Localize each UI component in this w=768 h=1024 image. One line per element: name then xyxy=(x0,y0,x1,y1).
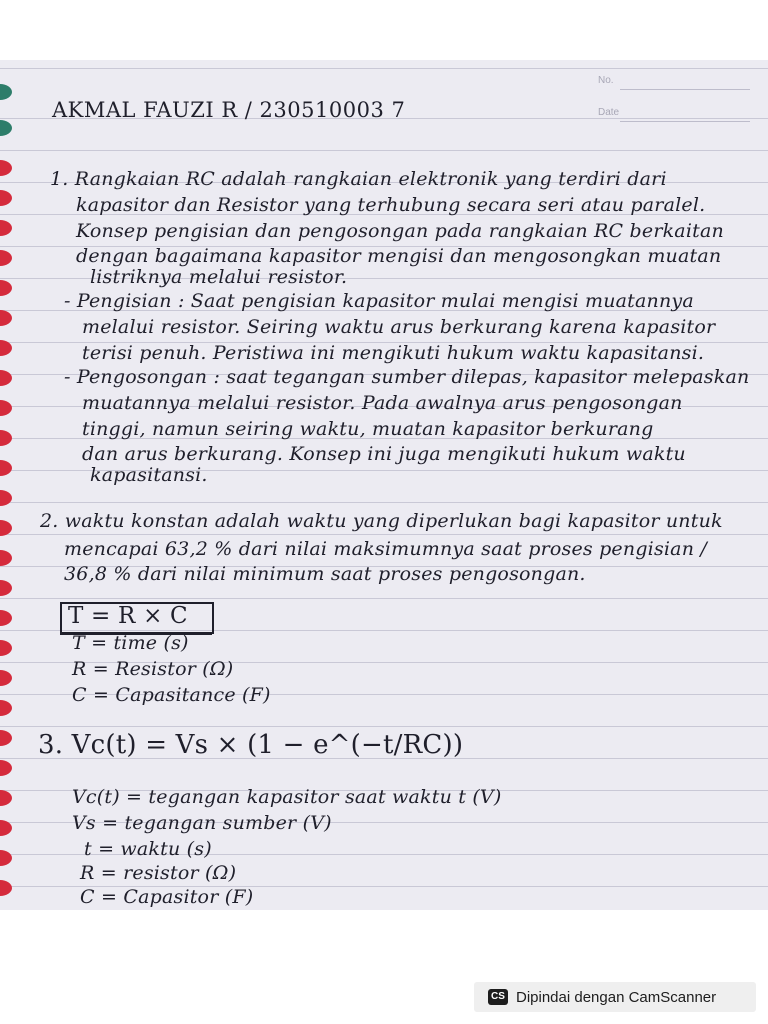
binder-hole xyxy=(0,880,12,896)
capacitor-voltage-formula: 3. Vc(t) = Vs × (1 − e^(−t/RC)) xyxy=(38,730,464,760)
binder-hole xyxy=(0,670,12,686)
q3-definition: Vs = tegangan sumber (V) xyxy=(72,812,332,834)
binder-hole xyxy=(0,400,12,416)
q1-line: kapasitansi. xyxy=(90,464,208,486)
q1-line: - Pengisian : Saat pengisian kapasitor mulai mengisi muatannya xyxy=(64,290,694,312)
binder-hole xyxy=(0,370,12,386)
binder-hole xyxy=(0,760,12,776)
time-constant-formula: T = R × C xyxy=(68,603,188,629)
q3-definition: t = waktu (s) xyxy=(84,838,212,860)
binder-hole xyxy=(0,310,12,326)
binder-hole xyxy=(0,120,12,136)
date-label: Date xyxy=(598,107,620,118)
q2-definition: C = Capasitance (F) xyxy=(72,684,271,706)
q2-line: 36,8 % dari nilai minimum saat proses pengosongan. xyxy=(64,563,586,585)
q1-line: muatannya melalui resistor. Pada awalnya arus pengosongan xyxy=(82,392,683,414)
q1-line: listriknya melalui resistor. xyxy=(90,266,348,288)
binder-hole xyxy=(0,84,12,100)
q2-definition: T = time (s) xyxy=(72,632,189,654)
q1-line: terisi penuh. Peristiwa ini mengikuti hukum waktu kapasitansi. xyxy=(82,342,705,364)
q2-line: mencapai 63,2 % dari nilai maksimumnya saat proses pengisian / xyxy=(64,538,707,560)
camscanner-text: Dipindai dengan CamScanner xyxy=(516,988,717,1006)
binder-hole xyxy=(0,160,12,176)
binder-hole xyxy=(0,430,12,446)
author-heading: AKMAL FAUZI R / 230510003 7 xyxy=(52,98,406,122)
q1-line: kapasitor dan Resistor yang terhubung secara seri atau paralel. xyxy=(76,194,706,216)
binder-hole xyxy=(0,220,12,236)
binder-hole xyxy=(0,580,12,596)
q3-definition: R = resistor (Ω) xyxy=(80,862,237,884)
q3-definition: Vc(t) = tegangan kapasitor saat waktu t (V) xyxy=(72,786,502,808)
q1-line: - Pengosongan : saat tegangan sumber dilepas, kapasitor melepaskan xyxy=(64,366,750,388)
q1-line: tinggi, namun seiring waktu, muatan kapasitor berkurang xyxy=(82,418,654,440)
date-line xyxy=(620,121,750,122)
no-label: No. xyxy=(598,75,614,86)
binder-hole xyxy=(0,850,12,866)
binder-hole xyxy=(0,610,12,626)
binder-hole xyxy=(0,730,12,746)
no-line xyxy=(620,89,750,90)
q3-definition: C = Capasitor (F) xyxy=(80,886,254,908)
binder-hole xyxy=(0,550,12,566)
q2-line: 2. waktu konstan adalah waktu yang diperlukan bagi kapasitor untuk xyxy=(40,510,723,532)
q1-line: 1. Rangkaian RC adalah rangkaian elektronik yang terdiri dari xyxy=(50,168,667,190)
binder-hole xyxy=(0,280,12,296)
binder-hole xyxy=(0,700,12,716)
camscanner-icon: CS xyxy=(488,989,508,1005)
binder-hole xyxy=(0,190,12,206)
q1-line: melalui resistor. Seiring waktu arus berkurang karena kapasitor xyxy=(82,316,716,338)
binder-hole xyxy=(0,340,12,356)
binder-hole xyxy=(0,460,12,476)
q1-line: dengan bagaimana kapasitor mengisi dan mengosongkan muatan xyxy=(76,245,722,267)
binder-hole xyxy=(0,520,12,536)
binder-hole xyxy=(0,640,12,656)
binder-hole xyxy=(0,490,12,506)
binder-hole xyxy=(0,250,12,266)
binder-hole xyxy=(0,820,12,836)
q1-line: dan arus berkurang. Konsep ini juga mengikuti hukum waktu xyxy=(82,443,686,465)
q2-definition: R = Resistor (Ω) xyxy=(72,658,234,680)
binder-hole xyxy=(0,790,12,806)
camscanner-badge xyxy=(474,982,756,1012)
q1-line: Konsep pengisian dan pengosongan pada rangkaian RC berkaitan xyxy=(76,220,724,242)
